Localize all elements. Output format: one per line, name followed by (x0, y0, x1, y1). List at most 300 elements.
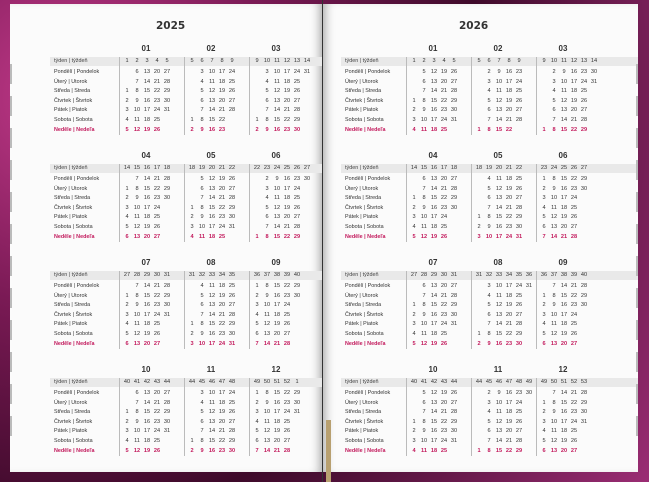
week-number: 44 (475, 379, 483, 385)
day-number: 11 (134, 117, 140, 123)
weekday-label: Středa | Streda (345, 409, 382, 416)
day-number: 28 (163, 399, 171, 406)
day-number: 8 (552, 399, 556, 406)
day-number: 21 (505, 438, 513, 444)
day-number: 8 (422, 195, 426, 202)
day-number: 23 (153, 195, 161, 202)
day-number: 5 (422, 390, 426, 396)
day-number: 15 (430, 302, 438, 309)
day-number: 14 (208, 311, 216, 318)
weekday-label: Pátek | Piatok (54, 214, 88, 221)
day-number: 8 (200, 117, 204, 123)
day-number: 27 (515, 428, 523, 435)
day-number: 10 (550, 418, 558, 425)
day-number: 28 (450, 409, 458, 416)
day-number: 6 (265, 97, 269, 104)
day-number: 22 (153, 292, 161, 299)
day-number: 26 (283, 321, 291, 328)
day-number: 12 (495, 302, 503, 309)
day-number: 12 (420, 233, 428, 240)
day-number: 27 (450, 399, 458, 406)
day-number: 11 (264, 418, 270, 425)
day-number: 24 (218, 340, 226, 347)
day-number: 18 (143, 214, 151, 221)
day-number: 3 (487, 283, 491, 289)
day-number: 21 (218, 107, 226, 114)
week-number: 1 (125, 58, 129, 64)
day-number: 11 (134, 214, 140, 221)
day-number: 15 (560, 126, 568, 133)
day-number: 21 (283, 224, 291, 230)
day-number: 25 (153, 438, 161, 444)
day-number: 22 (570, 176, 578, 182)
quarter-block (323, 258, 638, 358)
week-number: 42 (430, 379, 438, 385)
day-number: 12 (495, 97, 503, 104)
day-number: 4 (487, 176, 491, 182)
month-number: 07 (428, 258, 438, 267)
week-number: 22 (515, 165, 523, 171)
day-number: 3 (255, 302, 259, 309)
day-number: 26 (450, 390, 458, 396)
day-number: 7 (552, 283, 556, 289)
day-number: 3 (125, 311, 129, 318)
day-number: 16 (495, 340, 503, 347)
month-divider (119, 57, 120, 135)
month-tab-marker (636, 288, 638, 308)
day-number: 12 (263, 428, 271, 435)
day-number: 7 (422, 88, 426, 95)
day-number: 15 (143, 292, 151, 299)
weekday-label: Sobota | Sobota (54, 224, 93, 230)
day-number: 2 (190, 214, 194, 221)
day-number: 20 (283, 97, 291, 104)
day-number: 17 (430, 321, 438, 328)
day-number: 26 (515, 418, 523, 425)
day-number: 29 (163, 185, 171, 192)
week-number: 38 (273, 272, 281, 278)
day-number: 13 (273, 214, 281, 221)
week-number: 41 (133, 379, 141, 385)
day-number: 14 (495, 204, 503, 211)
day-number: 15 (208, 117, 216, 123)
day-number: 19 (505, 97, 513, 104)
day-number: 29 (293, 390, 301, 396)
day-number: 7 (255, 340, 259, 347)
day-number: 31 (163, 428, 171, 435)
week-number: 41 (420, 379, 428, 385)
day-number: 3 (412, 321, 416, 328)
weekday-label: Pondělí | Pondelok (345, 283, 391, 289)
day-number: 10 (495, 399, 503, 406)
week-number: 37 (550, 272, 558, 278)
day-number: 3 (542, 195, 546, 202)
month-number: 01 (141, 44, 151, 53)
week-number: 3 (432, 58, 436, 64)
day-number: 10 (560, 78, 568, 85)
month-number: 08 (493, 258, 503, 267)
day-number: 1 (125, 292, 129, 299)
week-number: 10 (263, 58, 271, 64)
day-number: 4 (190, 233, 194, 240)
day-number: 25 (153, 214, 161, 221)
day-number: 11 (551, 321, 557, 328)
day-number: 27 (293, 97, 301, 104)
week-number: 4 (442, 58, 446, 64)
day-number: 26 (440, 233, 448, 240)
month-number: 10 (141, 365, 151, 374)
day-number: 21 (283, 107, 291, 114)
day-number: 13 (550, 224, 558, 230)
day-number: 24 (218, 224, 226, 230)
day-number: 4 (125, 214, 129, 221)
day-number: 31 (580, 418, 588, 425)
day-number: 1 (255, 117, 259, 123)
week-number: 5 (190, 58, 194, 64)
weekday-label: Pondělí | Pondelok (345, 390, 391, 396)
day-number: 13 (263, 331, 271, 337)
week-number: 45 (485, 379, 493, 385)
day-number: 1 (125, 185, 129, 192)
week-number: 18 (450, 165, 458, 171)
day-number: 5 (542, 438, 546, 444)
day-number: 10 (550, 311, 558, 318)
day-number: 9 (422, 311, 426, 318)
weekday-label: Pondělí | Pondelok (54, 283, 100, 289)
month-divider (536, 271, 537, 349)
day-number: 17 (218, 390, 226, 396)
day-number: 11 (551, 204, 557, 211)
week-number: 42 (143, 379, 151, 385)
day-number: 3 (125, 428, 129, 435)
weekday-label: Úterý | Utorok (54, 185, 88, 192)
day-number: 9 (200, 331, 204, 337)
week-label: týden | týždeň (345, 165, 379, 171)
day-number: 19 (143, 447, 151, 454)
day-number: 27 (153, 340, 161, 347)
weekday-label: Neděle | Nedeľa (54, 126, 95, 133)
week-label: týden | týždeň (345, 379, 379, 385)
day-number: 29 (515, 331, 523, 337)
day-number: 24 (293, 185, 301, 192)
day-number: 8 (265, 283, 269, 289)
weekday-label: Čtvrtek | Štvrtok (54, 204, 93, 211)
week-number: 29 (143, 272, 151, 278)
day-number: 23 (570, 185, 578, 192)
day-number: 6 (135, 390, 139, 396)
day-number: 25 (515, 176, 523, 182)
day-number: 13 (143, 69, 151, 75)
day-number: 5 (255, 428, 259, 435)
day-number: 30 (228, 447, 236, 454)
day-number: 3 (125, 107, 129, 114)
day-number: 13 (495, 107, 503, 114)
day-number: 9 (552, 409, 556, 416)
day-number: 22 (153, 409, 161, 416)
weekday-label: Středa | Streda (54, 302, 91, 309)
day-number: 2 (487, 390, 491, 396)
day-number: 12 (208, 409, 216, 416)
day-number: 13 (273, 97, 281, 104)
day-number: 16 (495, 224, 503, 230)
day-number: 25 (228, 283, 236, 289)
day-number: 24 (515, 78, 523, 85)
day-number: 2 (412, 311, 416, 318)
day-number: 7 (422, 185, 426, 192)
day-number: 6 (255, 438, 259, 444)
day-number: 20 (218, 418, 226, 425)
day-number: 15 (273, 283, 281, 289)
day-number: 24 (570, 418, 578, 425)
day-number: 8 (487, 126, 491, 133)
day-number: 21 (153, 399, 161, 406)
day-number: 31 (450, 117, 458, 123)
day-number: 3 (265, 69, 269, 75)
day-number: 5 (552, 97, 556, 104)
day-number: 18 (560, 204, 568, 211)
day-number: 29 (580, 176, 588, 182)
day-number: 24 (440, 214, 448, 221)
day-number: 8 (135, 88, 139, 95)
month-tab-marker (636, 320, 638, 340)
day-number: 18 (143, 438, 151, 444)
day-number: 30 (163, 302, 171, 309)
day-number: 7 (135, 176, 139, 182)
month-tab-marker (10, 192, 12, 212)
day-number: 10 (495, 78, 503, 85)
day-number: 28 (163, 78, 171, 85)
day-number: 8 (200, 438, 204, 444)
day-number: 23 (283, 399, 291, 406)
day-number: 21 (440, 409, 448, 416)
day-number: 6 (552, 107, 556, 114)
month-divider (119, 164, 120, 242)
day-number: 11 (421, 331, 427, 337)
day-number: 16 (283, 176, 291, 182)
day-number: 21 (505, 117, 513, 123)
week-number: 39 (283, 272, 291, 278)
day-number: 12 (550, 214, 558, 221)
day-number: 7 (200, 311, 204, 318)
day-number: 2 (542, 409, 546, 416)
day-number: 23 (570, 302, 578, 309)
day-number: 3 (255, 409, 259, 416)
week-label: týden | týždeň (345, 58, 379, 64)
day-number: 24 (440, 117, 448, 123)
day-number: 27 (450, 78, 458, 85)
day-number: 24 (580, 78, 588, 85)
day-number: 7 (135, 283, 139, 289)
day-number: 16 (208, 126, 216, 133)
week-number: 9 (517, 58, 521, 64)
day-number: 14 (263, 340, 271, 347)
day-number: 14 (208, 428, 216, 435)
day-number: 3 (542, 418, 546, 425)
day-number: 4 (200, 283, 204, 289)
day-number: 14 (208, 195, 216, 202)
week-number: 8 (507, 58, 511, 64)
day-number: 30 (228, 331, 236, 337)
day-number: 5 (412, 340, 416, 347)
day-number: 4 (125, 438, 129, 444)
day-number: 9 (422, 428, 426, 435)
day-number: 13 (560, 107, 568, 114)
weekday-label: Čtvrtek | Štvrtok (54, 97, 93, 104)
day-number: 13 (208, 302, 216, 309)
weekday-label: Sobota | Sobota (54, 117, 93, 123)
day-number: 2 (190, 447, 194, 454)
day-number: 8 (422, 97, 426, 104)
day-number: 30 (580, 409, 588, 416)
day-number: 18 (273, 418, 281, 425)
week-number: 18 (475, 165, 483, 171)
day-number: 6 (487, 195, 491, 202)
day-number: 12 (430, 69, 438, 75)
day-number: 11 (134, 438, 140, 444)
day-number: 14 (495, 117, 503, 123)
day-number: 31 (590, 78, 598, 85)
day-number: 10 (263, 302, 271, 309)
day-number: 12 (560, 97, 568, 104)
day-number: 5 (487, 97, 491, 104)
day-number: 7 (135, 78, 139, 85)
day-number: 7 (487, 438, 491, 444)
day-number: 1 (255, 390, 259, 396)
week-number: 46 (495, 379, 503, 385)
day-number: 2 (412, 204, 416, 211)
day-number: 17 (143, 107, 151, 114)
day-number: 23 (440, 428, 448, 435)
day-number: 24 (440, 321, 448, 328)
day-number: 28 (228, 428, 236, 435)
day-number: 12 (263, 321, 271, 328)
day-number: 6 (200, 418, 204, 425)
day-number: 4 (200, 78, 204, 85)
weekday-label: Úterý | Utorok (54, 292, 88, 299)
day-number: 16 (143, 97, 151, 104)
day-number: 28 (515, 321, 523, 328)
day-number: 28 (580, 117, 588, 123)
day-number: 29 (293, 117, 301, 123)
day-number: 25 (580, 88, 588, 95)
week-number: 19 (198, 165, 206, 171)
day-number: 29 (515, 214, 523, 221)
day-number: 5 (200, 88, 204, 95)
day-number: 20 (440, 283, 448, 289)
day-number: 25 (228, 399, 236, 406)
week-number: 14 (303, 58, 311, 64)
week-number: 51 (560, 379, 568, 385)
week-number: 5 (165, 58, 169, 64)
day-number: 15 (495, 126, 503, 133)
day-number: 9 (200, 447, 204, 454)
day-number: 11 (496, 176, 502, 182)
day-number: 28 (450, 185, 458, 192)
day-number: 28 (283, 340, 291, 347)
weekday-label: Čtvrtek | Štvrtok (345, 204, 384, 211)
day-number: 11 (421, 447, 427, 454)
month-tab-marker (636, 416, 638, 436)
week-number: 6 (487, 58, 491, 64)
day-number: 3 (265, 185, 269, 192)
day-number: 17 (430, 214, 438, 221)
day-number: 4 (542, 204, 546, 211)
week-number: 18 (188, 165, 196, 171)
week-number: 35 (515, 272, 523, 278)
day-number: 19 (505, 185, 513, 192)
book-spine (322, 0, 323, 482)
day-number: 8 (487, 331, 491, 337)
day-number: 8 (135, 292, 139, 299)
weekday-label: Středa | Streda (345, 302, 382, 309)
day-number: 2 (542, 185, 546, 192)
day-number: 27 (580, 107, 588, 114)
day-number: 2 (125, 418, 129, 425)
day-number: 25 (570, 321, 578, 328)
day-number: 20 (570, 107, 578, 114)
day-number: 25 (570, 428, 578, 435)
day-number: 22 (218, 204, 226, 211)
day-number: 3 (412, 214, 416, 221)
week-number: 31 (450, 272, 458, 278)
week-number: 47 (218, 379, 226, 385)
day-number: 1 (412, 418, 416, 425)
day-number: 6 (542, 224, 546, 230)
day-number: 10 (550, 195, 558, 202)
day-number: 14 (495, 321, 503, 328)
day-number: 13 (430, 399, 438, 406)
day-number: 10 (273, 69, 281, 75)
day-number: 30 (303, 176, 311, 182)
weekday-label: Středa | Streda (54, 409, 91, 416)
day-number: 14 (263, 447, 271, 454)
weekday-label: Pátek | Piatok (54, 321, 88, 328)
quarter-block (10, 151, 322, 251)
day-number: 19 (560, 438, 568, 444)
week-number: 8 (220, 58, 224, 64)
day-number: 30 (525, 390, 533, 396)
weekday-label: Úterý | Utorok (54, 399, 88, 406)
day-number: 6 (125, 233, 129, 240)
day-number: 20 (218, 185, 226, 192)
day-number: 25 (293, 195, 301, 202)
day-number: 8 (265, 117, 269, 123)
week-number: 5 (452, 58, 456, 64)
week-number: 19 (485, 165, 493, 171)
month-number: 11 (206, 365, 216, 374)
week-label: týden | týždeň (54, 272, 88, 278)
month-number: 10 (428, 365, 438, 374)
day-number: 19 (218, 88, 226, 95)
month-tab-marker (10, 160, 12, 180)
day-number: 17 (560, 418, 568, 425)
week-number: 27 (123, 272, 131, 278)
day-number: 20 (143, 233, 151, 240)
day-number: 22 (153, 88, 161, 95)
day-number: 4 (255, 418, 259, 425)
day-number: 17 (143, 311, 151, 318)
quarter-block (10, 44, 322, 144)
day-number: 5 (265, 88, 269, 95)
day-number: 23 (293, 176, 301, 182)
day-number: 27 (515, 107, 523, 114)
day-number: 10 (263, 409, 271, 416)
day-number: 27 (515, 311, 523, 318)
day-number: 4 (487, 292, 491, 299)
day-number: 14 (273, 224, 281, 230)
week-number: 5 (477, 58, 481, 64)
day-number: 19 (560, 214, 568, 221)
